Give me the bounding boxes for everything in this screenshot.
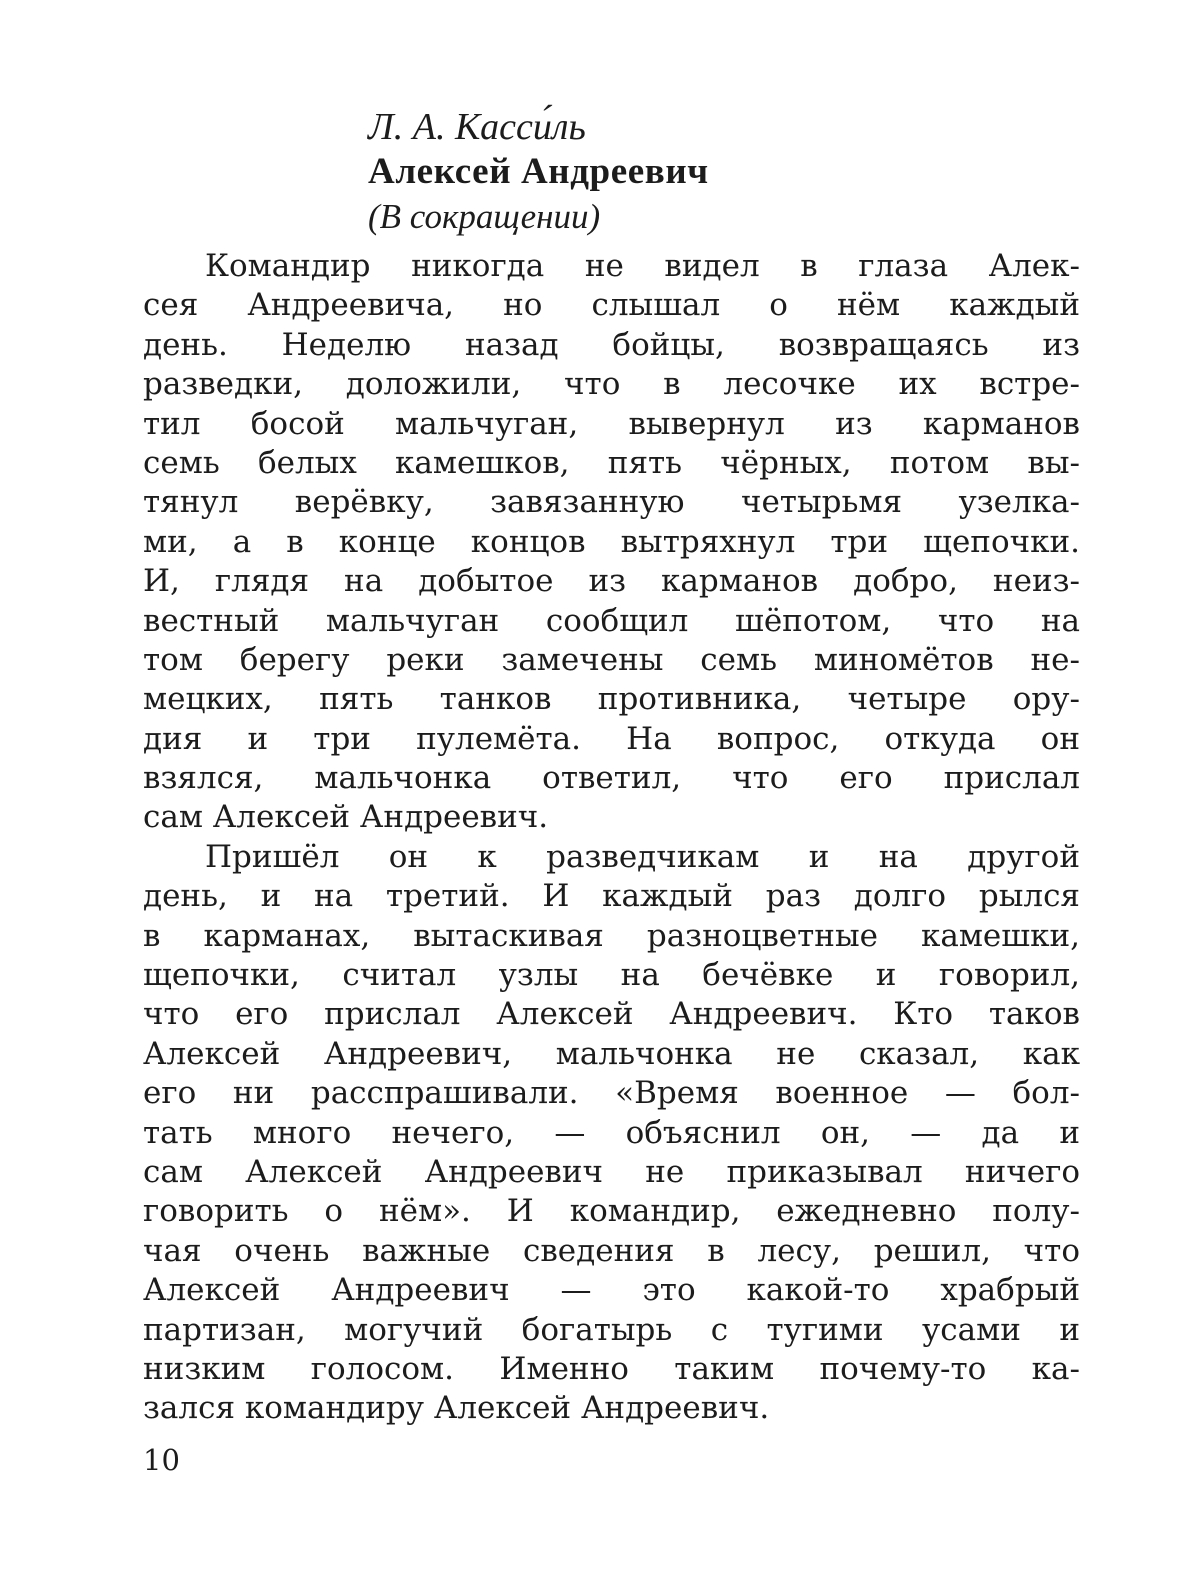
text-line: сам Алексей Андреевич. <box>143 799 549 836</box>
text-line: Алексей Андреевич, мальчонка не сказал, как <box>143 1035 1080 1072</box>
story-text <box>143 247 1080 1429</box>
paragraph-1 <box>143 247 1080 838</box>
text-line: семь белых камешков, пять чёрных, потом вы- <box>143 444 1080 481</box>
text-line: что его прислал Алексей Андреевич. Кто таков <box>143 996 1080 1033</box>
text-line: И, глядя на добытое из карманов добро, неиз- <box>143 563 1080 600</box>
text-line: тянул верёвку, завязанную четырьмя узелка- <box>143 484 1080 521</box>
text-line: день. Неделю назад бойцы, возвращаясь из <box>143 326 1080 363</box>
text-line: сам Алексей Андреевич не приказывал ничего <box>143 1153 1080 1190</box>
text-line: том берегу реки замечены семь миномётов не- <box>143 641 1080 678</box>
text-line: говорить о нём». И командир, ежедневно полу- <box>143 1193 1080 1230</box>
page-number: 10 <box>143 1443 180 1477</box>
text-line: щепочки, считал узлы на бечёвке и говорил, <box>143 957 1080 994</box>
text-line: день, и на третий. И каждый раз долго рылся <box>143 878 1080 915</box>
text-line: партизан, могучий богатырь с тугими усами и <box>143 1311 1080 1348</box>
author-name: Л. А. Касси́ль <box>368 106 586 148</box>
text-line: его ни расспрашивали. «Время военное — бол- <box>143 1075 1080 1112</box>
text-line: чая очень важные сведения в лесу, решил, что <box>143 1232 1080 1269</box>
text-line: Командир никогда не видел в глаза Алек- <box>205 248 1080 284</box>
text-line: взялся, мальчонка ответил, что его прислал <box>143 760 1080 797</box>
text-line: вестный мальчуган сообщил шёпотом, что на <box>143 602 1080 639</box>
paragraph-2 <box>143 838 1080 1429</box>
text-line: ми, а в конце концов вытряхнул три щепочки. <box>143 523 1080 560</box>
story-title: Алексей Андреевич <box>368 151 709 192</box>
story-header <box>368 104 1088 240</box>
text-line: Алексей Андреевич — это какой-то храбрый <box>143 1272 1080 1309</box>
text-line: разведки, доложили, что в лесочке их встре- <box>143 366 1080 403</box>
text-line: тать много нечего, — объяснил он, — да и <box>143 1114 1080 1151</box>
text-line: тил босой мальчуган, вывернул из карманов <box>143 405 1080 442</box>
text-line: зался командиру Алексей Андреевич. <box>143 1390 770 1427</box>
text-line: в карманах, вытаскивая разноцветные камешки, <box>143 917 1080 954</box>
text-line: сея Андреевича, но слышал о нём каждый <box>143 287 1080 324</box>
text-line: Пришёл он к разведчикам и на другой <box>205 838 1080 875</box>
text-line: дия и три пулемёта. На вопрос, откуда он <box>143 720 1080 757</box>
story-subtitle: (В сокращении) <box>368 197 601 236</box>
text-line: низким голосом. Именно таким почему-то ка- <box>143 1350 1080 1387</box>
text-line: мецких, пять танков противника, четыре ору- <box>143 681 1080 718</box>
